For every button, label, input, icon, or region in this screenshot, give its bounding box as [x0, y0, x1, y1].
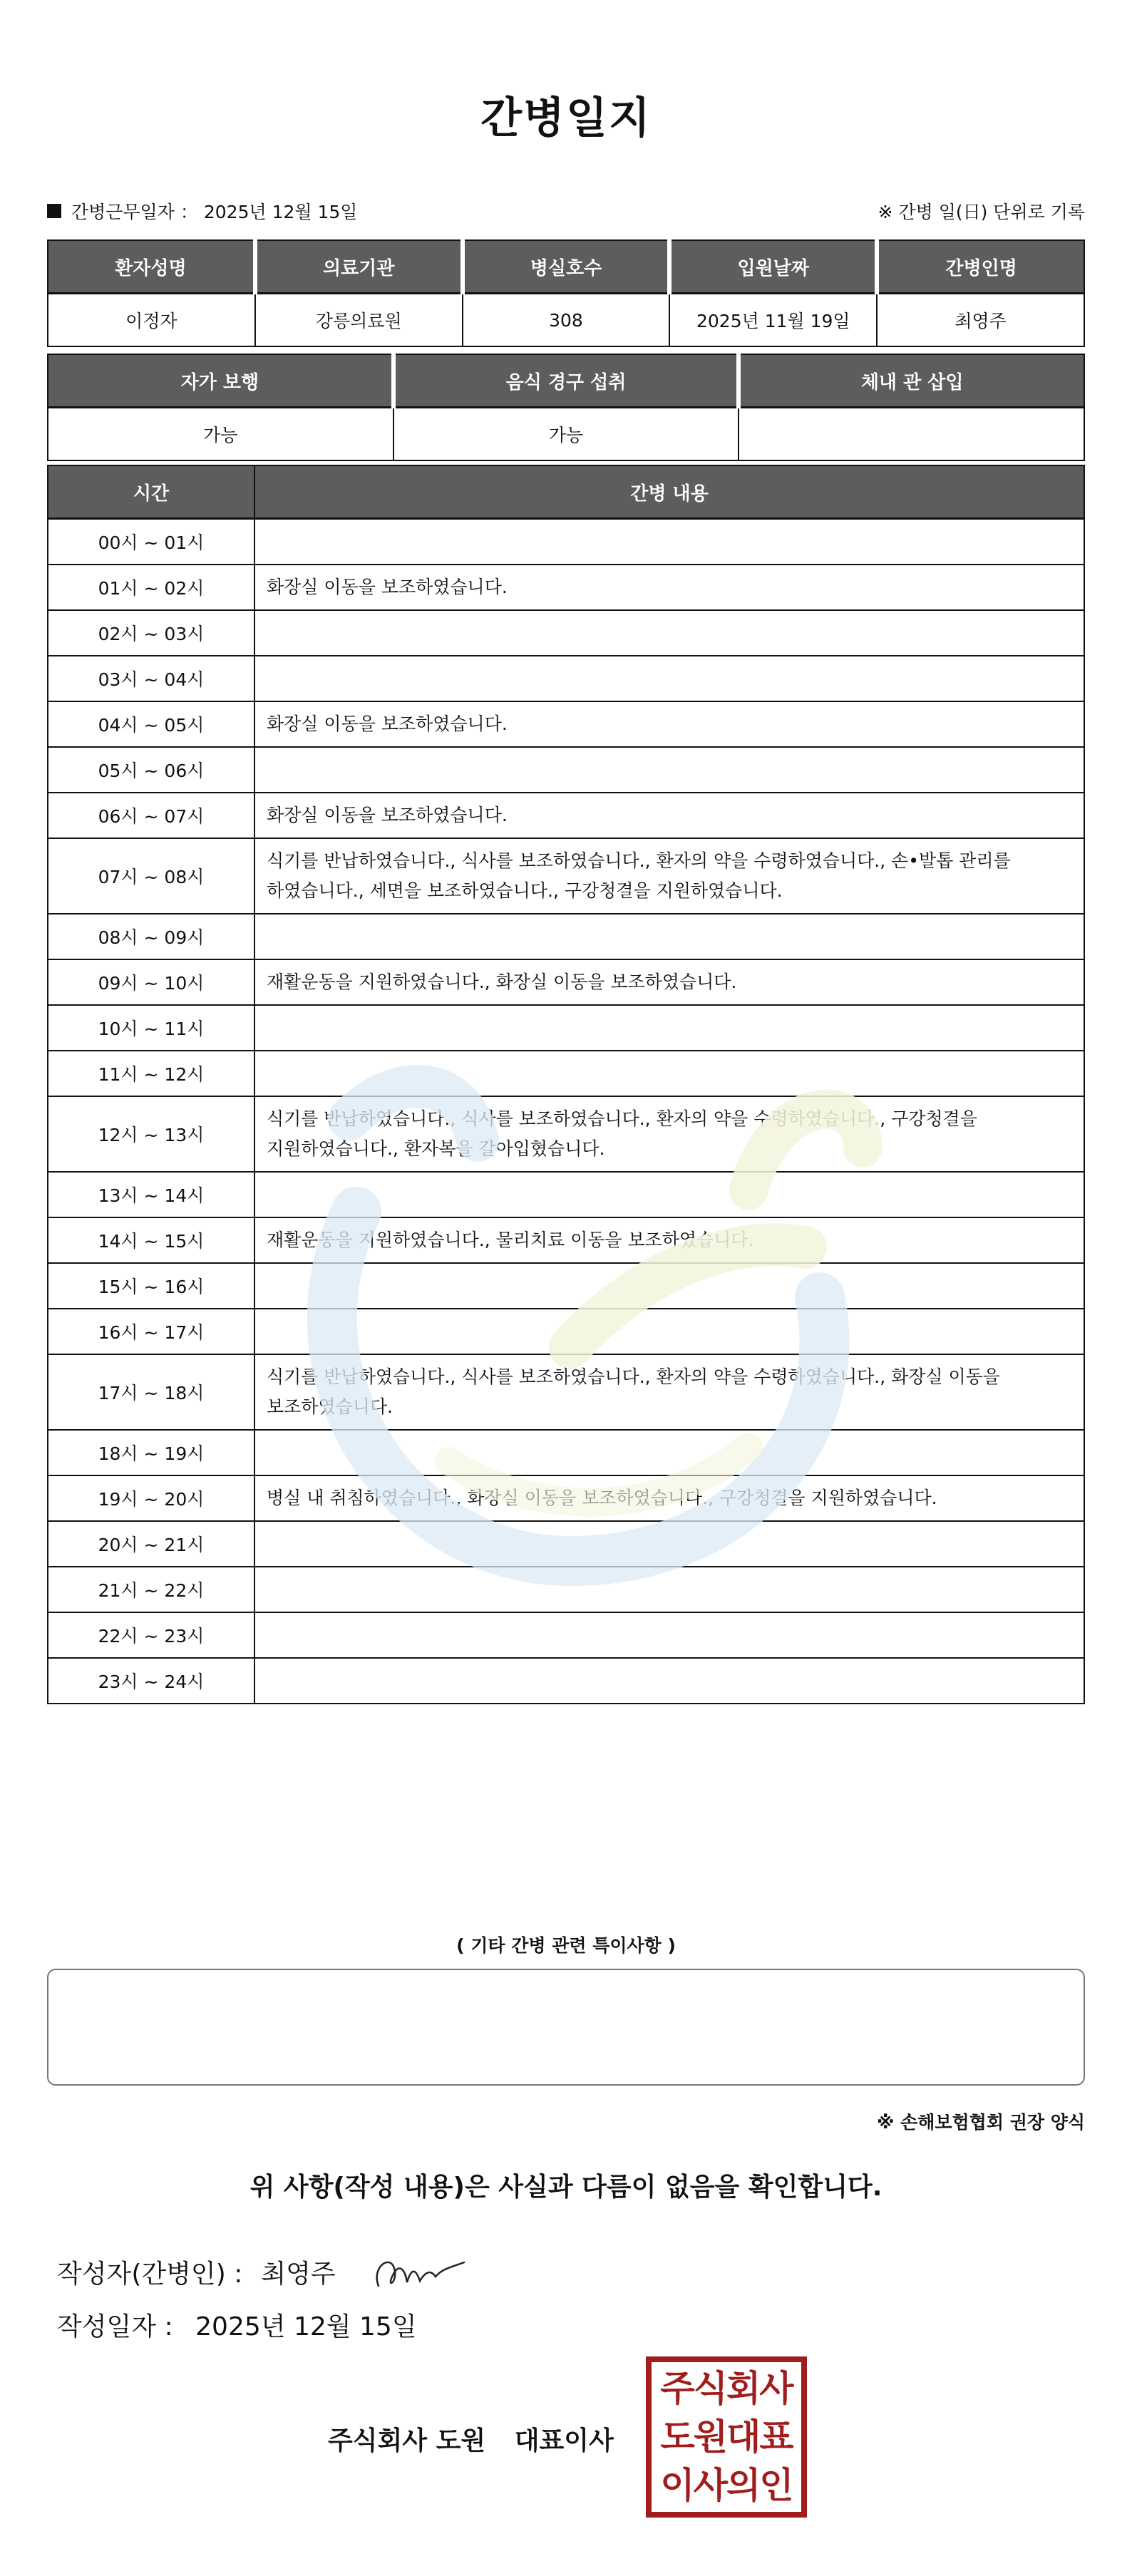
log-content — [254, 610, 1084, 656]
header-oral-intake: 음식 경구 섭취 — [393, 354, 739, 408]
log-content — [254, 1309, 1084, 1354]
log-row — [48, 1475, 1084, 1521]
log-time: 19시 ~ 20시 — [48, 1475, 254, 1521]
log-content: 식기를 반납하였습니다., 식사를 보조하였습니다., 환자의 약을 수령하였습니다., 화장실 이동을 보조하였습니다. — [254, 1354, 1084, 1430]
log-time: 22시 ~ 23시 — [48, 1612, 254, 1658]
company-seal-stamp — [646, 2356, 807, 2518]
log-content — [254, 656, 1084, 701]
log-time: 07시 ~ 08시 — [48, 838, 254, 914]
log-time: 06시 ~ 07시 — [48, 793, 254, 838]
written-date-label: 작성일자 : — [57, 2312, 173, 2341]
seal-line: 이사의인 — [660, 2465, 793, 2506]
log-content: 화장실 이동을 보조하였습니다. — [254, 793, 1084, 838]
log-time: 18시 ~ 19시 — [48, 1430, 254, 1475]
log-row — [48, 1430, 1084, 1475]
header-hospital: 의료기관 — [255, 240, 463, 294]
log-content — [254, 1658, 1084, 1704]
log-time: 13시 ~ 14시 — [48, 1172, 254, 1217]
log-content — [254, 1051, 1084, 1096]
log-time: 05시 ~ 06시 — [48, 747, 254, 793]
record-unit-note: ※ 간병 일(日) 단위로 기록 — [878, 202, 1085, 222]
log-content — [254, 519, 1084, 565]
log-time: 17시 ~ 18시 — [48, 1354, 254, 1430]
page-title: 간병일지 — [480, 93, 652, 143]
log-content — [254, 747, 1084, 793]
log-row — [48, 610, 1084, 656]
log-content — [254, 1521, 1084, 1567]
log-time: 03시 ~ 04시 — [48, 656, 254, 701]
tube-insertion-value — [739, 408, 1084, 461]
log-row — [48, 1309, 1084, 1354]
log-row — [48, 793, 1084, 838]
patient-name: 이정자 — [48, 294, 255, 347]
written-date-value: 2025년 12월 15일 — [195, 2312, 417, 2341]
log-time: 09시 ~ 10시 — [48, 959, 254, 1005]
signature-icon — [364, 2247, 471, 2297]
patient-info-table — [47, 239, 1085, 347]
writer-name: 최영주 — [261, 2259, 336, 2289]
notes-box — [47, 1969, 1085, 2086]
log-time: 01시 ~ 02시 — [48, 565, 254, 610]
log-row — [48, 959, 1084, 1005]
ceo-title: 대표이사 — [514, 2426, 614, 2456]
header-caregiver-name: 간병인명 — [877, 240, 1084, 294]
room-number: 308 — [463, 294, 670, 347]
log-time: 15시 ~ 16시 — [48, 1263, 254, 1309]
company-line — [328, 2421, 614, 2457]
log-row — [48, 914, 1084, 959]
log-time: 12시 ~ 13시 — [48, 1096, 254, 1172]
log-row — [48, 1096, 1084, 1172]
log-row — [48, 1658, 1084, 1704]
seal-line: 주식회사 — [660, 2368, 793, 2409]
log-row — [48, 1567, 1084, 1612]
log-content — [254, 1172, 1084, 1217]
log-content: 식기를 반납하였습니다., 식사를 보조하였습니다., 환자의 약을 수령하였습니다., 손•발톱 관리를 하였습니다., 세면을 보조하였습니다., 구강청결을 지원하였습니다. — [254, 838, 1084, 914]
log-row — [48, 565, 1084, 610]
log-content — [254, 1005, 1084, 1051]
work-date-line — [47, 197, 1085, 225]
log-content: 화장실 이동을 보조하였습니다. — [254, 565, 1084, 610]
company-name: 주식회사 도원 — [328, 2426, 486, 2456]
log-row — [48, 838, 1084, 914]
log-time: 23시 ~ 24시 — [48, 1658, 254, 1704]
log-content — [254, 1567, 1084, 1612]
log-content: 재활운동을 지원하였습니다., 화장실 이동을 보조하였습니다. — [254, 959, 1084, 1005]
oral-intake-value: 가능 — [393, 408, 739, 461]
written-date-row — [57, 2307, 417, 2343]
log-time: 02시 ~ 03시 — [48, 610, 254, 656]
log-content — [254, 1430, 1084, 1475]
header-room: 병실호수 — [463, 240, 670, 294]
confirmation-text: 위 사항(작성 내용)은 사실과 다름이 없음을 확인합니다. — [249, 2173, 883, 2202]
log-content: 식기를 반납하였습니다., 식사를 보조하였습니다., 환자의 약을 수령하였습니다., 구강청결을 지원하였습니다., 환자복을 갈아입혔습니다. — [254, 1096, 1084, 1172]
log-content — [254, 1263, 1084, 1309]
writer-row — [57, 2247, 471, 2297]
log-row — [48, 656, 1084, 701]
log-row — [48, 1354, 1084, 1430]
work-date-value: 2025년 12월 15일 — [203, 202, 358, 222]
log-content: 재활운동을 지원하였습니다., 물리치료 이동을 보조하였습니다. — [254, 1217, 1084, 1263]
log-row — [48, 701, 1084, 747]
log-row — [48, 1005, 1084, 1051]
hospital: 강릉의료원 — [255, 294, 463, 347]
log-content: 병실 내 취침하였습니다., 화장실 이동을 보조하였습니다., 구강청결을 지원하였습니다. — [254, 1475, 1084, 1521]
log-time: 00시 ~ 01시 — [48, 519, 254, 565]
log-content — [254, 1612, 1084, 1658]
log-time: 20시 ~ 21시 — [48, 1521, 254, 1567]
care-log-table — [47, 465, 1085, 1704]
header-self-walking: 자가 보행 — [48, 354, 393, 408]
header-care-content: 간병 내용 — [254, 465, 1084, 519]
log-content — [254, 914, 1084, 959]
log-content: 화장실 이동을 보조하였습니다. — [254, 701, 1084, 747]
admission-date: 2025년 11월 19일 — [669, 294, 877, 347]
work-date-label: 간병근무일자 ： — [71, 202, 198, 222]
log-time: 04시 ~ 05시 — [48, 701, 254, 747]
log-row — [48, 519, 1084, 565]
header-patient-name: 환자성명 — [48, 240, 255, 294]
log-time: 16시 ~ 17시 — [48, 1309, 254, 1354]
header-admission-date: 입원날짜 — [669, 240, 877, 294]
log-row — [48, 1051, 1084, 1096]
log-time: 14시 ~ 15시 — [48, 1217, 254, 1263]
writer-label: 작성자(간병인) : — [57, 2259, 243, 2289]
caregiver-name: 최영주 — [877, 294, 1084, 347]
seal-line: 도원대표 — [660, 2416, 793, 2458]
log-row — [48, 1263, 1084, 1309]
square-bullet-icon — [47, 204, 61, 218]
log-row — [48, 1521, 1084, 1567]
header-time: 시간 — [48, 465, 254, 519]
self-walking-value: 가능 — [48, 408, 393, 461]
log-time: 11시 ~ 12시 — [48, 1051, 254, 1096]
log-time: 21시 ~ 22시 — [48, 1567, 254, 1612]
log-row — [48, 1217, 1084, 1263]
log-time: 08시 ~ 09시 — [48, 914, 254, 959]
log-row — [48, 747, 1084, 793]
mobility-table — [47, 354, 1085, 461]
log-time: 10시 ~ 11시 — [48, 1005, 254, 1051]
form-note: ※ 손해보험협회 권장 양식 — [877, 2112, 1085, 2133]
log-row — [48, 1612, 1084, 1658]
log-row — [48, 1172, 1084, 1217]
notes-title: ( 기타 간병 관련 특이사항 ) — [456, 1935, 676, 1956]
header-tube-insertion: 체내 관 삽입 — [739, 354, 1084, 408]
